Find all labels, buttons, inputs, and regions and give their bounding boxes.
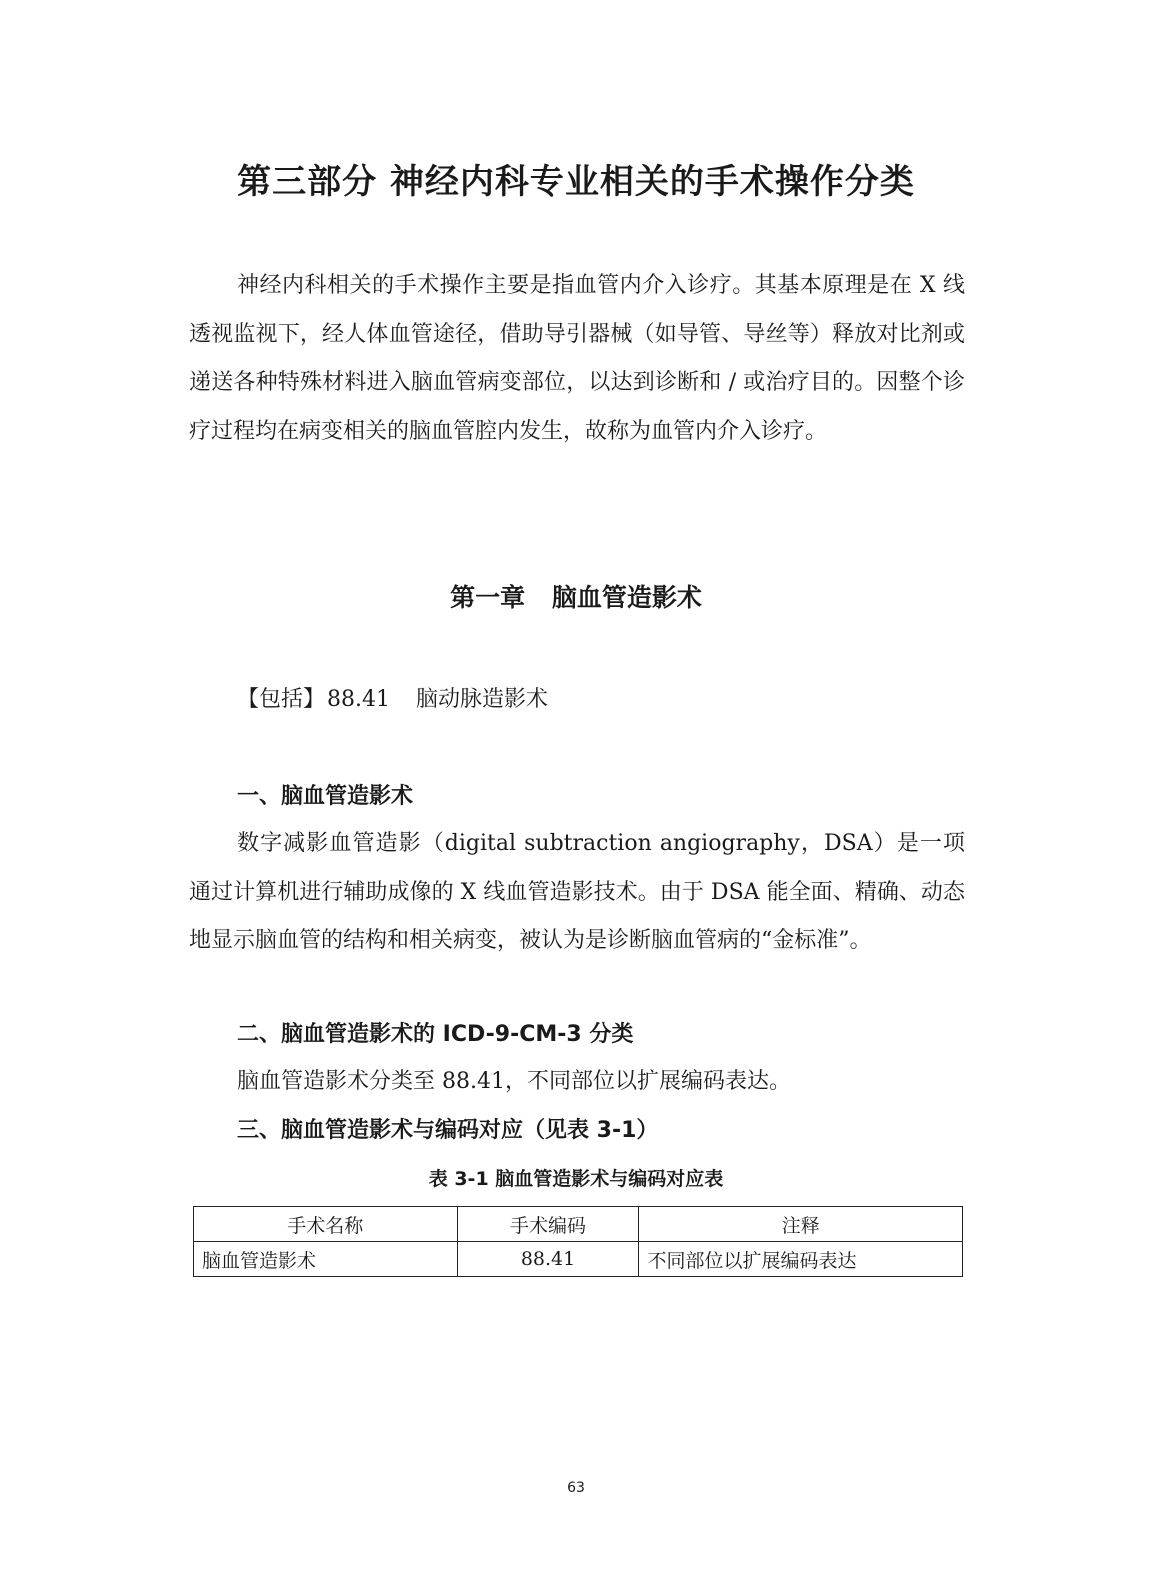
section-body-1: 数字减影血管造影（digital subtraction angiography，DSA）是一项通过计算机进行辅助成像的 X 线血管造影技术。由于 DSA 能全面、精确、动态地显示脑血管的结构和相关病变，被认为是诊断脑血管病的“金标准”。 xyxy=(189,831,965,953)
cell-note: 不同部位以扩展编码表达 xyxy=(639,1242,963,1277)
cell-procedure-code: 88.41 xyxy=(457,1242,639,1277)
intro-paragraph: 神经内科相关的手术操作主要是指血管内介入诊疗。其基本原理是在 X 线透视监视下，经人体血管途径，借助导引器械（如导管、导丝等）释放对比剂或递送各种特殊材料进入脑血管病变部位，以达到诊断和 / 或治疗目的。因整个诊疗过程均在病变相关的脑血管腔内发生，故称为血管内介入诊疗。 xyxy=(189,273,965,444)
include-name: 脑动脉造影术 xyxy=(416,687,549,712)
column-header-procedure-name: 手术名称 xyxy=(194,1207,458,1242)
section-heading-3: 三、脑血管造影术与编码对应（见表 3-1） xyxy=(237,1118,659,1143)
table-caption: 表 3-1 脑血管造影术与编码对应表 xyxy=(428,1168,724,1190)
chapter-title: 第一章 脑血管造影术 xyxy=(450,583,702,612)
page-title: 第三部分 神经内科专业相关的手术操作分类 xyxy=(237,162,915,202)
include-label: 【包括】 xyxy=(237,687,326,712)
page-number: 63 xyxy=(567,1480,585,1496)
section-heading-1: 一、脑血管造影术 xyxy=(237,784,414,809)
table-header-row xyxy=(194,1207,963,1242)
column-header-procedure-code: 手术编码 xyxy=(457,1207,639,1242)
procedure-code-table xyxy=(193,1206,963,1277)
cell-procedure-name: 脑血管造影术 xyxy=(194,1242,458,1277)
include-line xyxy=(237,680,548,720)
section-heading-2: 二、脑血管造影术的 ICD-9-CM-3 分类 xyxy=(237,1022,634,1047)
include-code: 88.41 xyxy=(327,687,390,712)
section-body-2: 脑血管造影术分类至 88.41，不同部位以扩展编码表达。 xyxy=(237,1069,791,1094)
column-header-note: 注释 xyxy=(639,1207,963,1242)
table-row xyxy=(194,1242,963,1277)
